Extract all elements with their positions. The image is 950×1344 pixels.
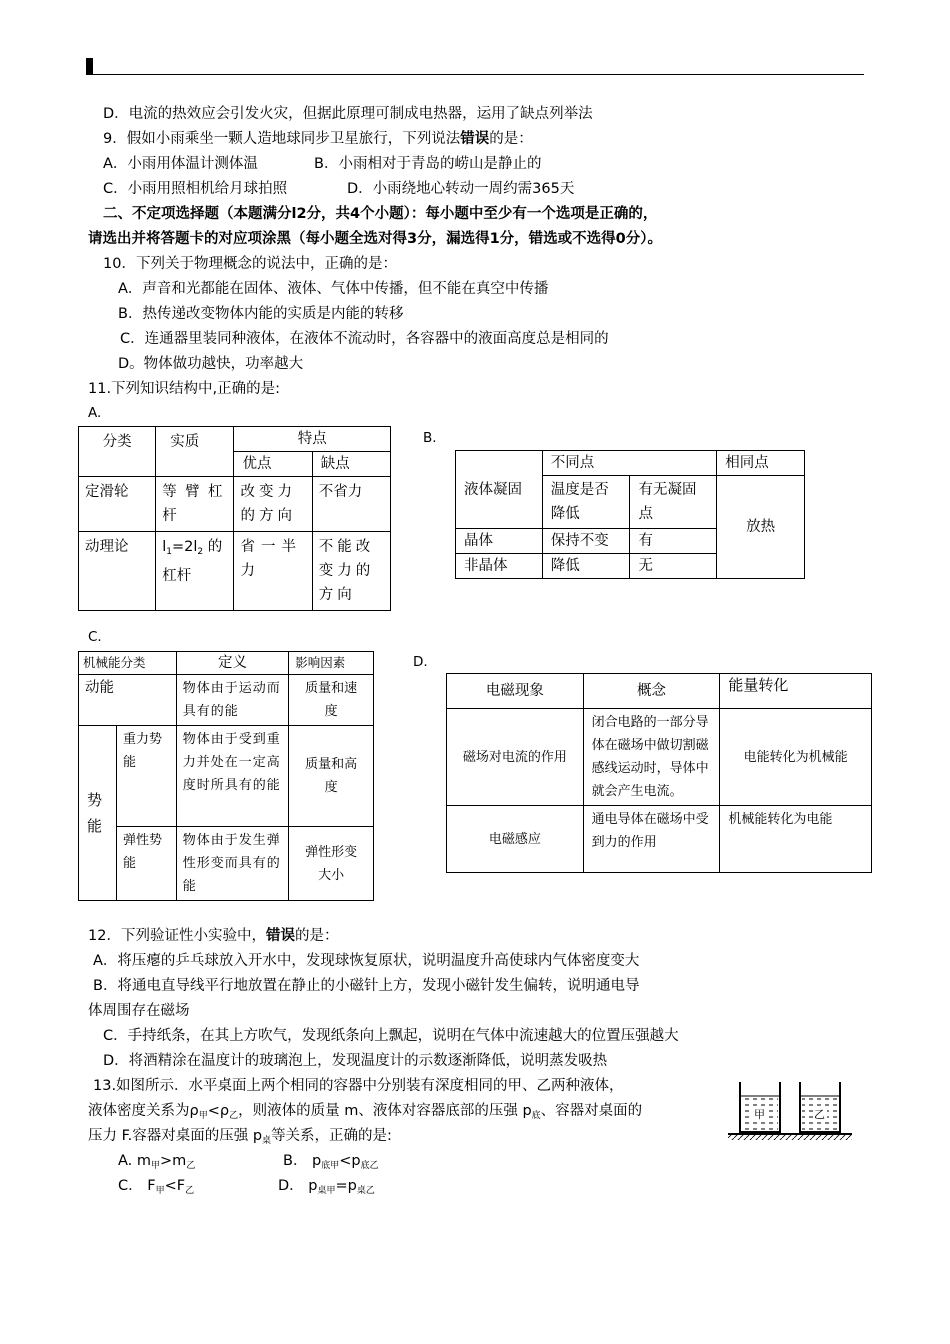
q13-option-a: A. $m_甲>m_乙$ bbox=[118, 1153, 196, 1171]
table-b-row1-c2: 有 bbox=[630, 529, 717, 554]
table-d-row1-phen: 磁场对电流的作用 bbox=[447, 709, 584, 806]
table-c-elastic-factor: 弹性形变大小 bbox=[289, 827, 374, 901]
table-c-header-def: 定义 bbox=[176, 652, 289, 675]
table-b-row2-label: 非晶体 bbox=[456, 554, 543, 579]
q9-option-d: D．小雨绕地心转动一周约需365天 bbox=[347, 181, 575, 197]
header-marker bbox=[86, 58, 93, 74]
table-a-row2-dis: 不能改变力的方向 bbox=[312, 532, 390, 611]
table-b-row0-c1: 温度是否降低 bbox=[542, 476, 630, 529]
table-b-row2-c1: 降低 bbox=[542, 554, 630, 579]
q10-option-b: B．热传递改变物体内能的实质是内能的转移 bbox=[118, 306, 404, 322]
q9-option-c: C．小雨用照相机给月球拍照 bbox=[103, 181, 288, 197]
q12-option-d: D．将酒精涂在温度计的玻璃泡上，发现温度计的示数逐渐降低，说明蒸发吸热 bbox=[103, 1053, 608, 1069]
table-d-row1-concept: 闭合电路的一部分导体在磁场中做切割磁感线运动时，导体中就会产生电流。 bbox=[583, 709, 720, 806]
q13-containers-figure bbox=[728, 1078, 856, 1142]
table-c-header-factor: 影响因素 bbox=[289, 652, 374, 675]
table-c-grav-factor: 质量和高度 bbox=[289, 726, 374, 827]
table-d-header-phen: 电磁现象 bbox=[447, 674, 584, 709]
table-b-row0-c2: 有无凝固点 bbox=[630, 476, 717, 529]
table-d-row1-energy: 电能转化为机械能 bbox=[720, 709, 872, 806]
q13-option-b: B． $p_{底甲}<p_{底乙}$ bbox=[283, 1153, 379, 1171]
q13-option-d: D． $p_{桌甲}=p_{桌乙}$ bbox=[278, 1178, 375, 1196]
q11-table-a bbox=[78, 426, 391, 611]
table-c-elastic-def: 物体由于发生弹性形变而具有的能 bbox=[176, 827, 289, 901]
q11-label-b: B. bbox=[423, 430, 437, 446]
section2-heading-line2: 请选出并将答题卡的对应项涂黑（每小题全选对得3分，漏选得1分，错选或不选得0分）。 bbox=[88, 231, 663, 247]
q12-stem: 12．下列验证性小实验中，错误的是： bbox=[88, 928, 339, 944]
header-rule bbox=[86, 74, 864, 75]
table-b-row2-c2: 无 bbox=[630, 554, 717, 579]
q10-option-c: C．连通器里装同种液体，在液体不流动时，各容器中的液面高度总是相同的 bbox=[120, 331, 609, 347]
q9-option-b: B．小雨相对于青岛的崂山是静止的 bbox=[314, 156, 542, 172]
table-d-row2-phen: 电磁感应 bbox=[447, 806, 584, 873]
section2-heading-line1: 二、不定项选择题（本题满分l2分，共4个小题）：每小题中至少有一个选项是正确的， bbox=[103, 206, 658, 222]
q11-table-b bbox=[455, 450, 805, 579]
label-jia: 甲 bbox=[754, 1108, 765, 1121]
q10-option-d: D。物体做功越快，功率越大 bbox=[118, 356, 304, 372]
q12-option-c: C．手持纸条，在其上方吹气，发现纸条向上飘起，说明在气体中流速越大的位置压强越大 bbox=[103, 1028, 679, 1044]
table-a-row2-class: 动理论 bbox=[79, 532, 156, 611]
table-b-corner bbox=[456, 451, 543, 476]
table-a-header-feature: 特点 bbox=[234, 427, 391, 452]
table-c-grav: 重力势能 bbox=[116, 726, 176, 827]
q12-option-a: A．将压瘪的乒乓球放入开水中，发现球恢复原状，说明温度升高使球内气体密度变大 bbox=[93, 953, 640, 969]
q13-stem-line3: 压力 F.容器对桌面的压强 $p_桌$等关系，正确的是: bbox=[88, 1128, 392, 1146]
table-b-row1-label: 晶体 bbox=[456, 529, 543, 554]
table-a-row1-essence: 等臂杠杆 bbox=[156, 477, 234, 532]
table-b-row0-label: 液体凝固 bbox=[456, 476, 543, 529]
q10-option-a: A．声音和光都能在固体、液体、气体中传播，但不能在真空中传播 bbox=[118, 281, 549, 297]
q11-label-d: D. bbox=[413, 654, 428, 670]
table-d-row2-concept: 通电导体在磁场中受到力的作用 bbox=[583, 806, 720, 873]
table-c-kinetic-def: 物体由于运动而具有的能 bbox=[176, 675, 289, 726]
table-a-header-essence: 实质 bbox=[156, 427, 234, 477]
table-c-potential: 势能 bbox=[79, 726, 117, 901]
table-b-header-same: 相同点 bbox=[717, 451, 805, 476]
q11-label-a: A. bbox=[88, 405, 102, 421]
q8-option-d: D．电流的热效应会引发火灾，但据此原理可制成电热器，运用了缺点列举法 bbox=[103, 106, 593, 122]
q12-option-b-line2: 体周围存在磁场 bbox=[88, 1003, 190, 1019]
table-hatch bbox=[728, 1135, 852, 1140]
q10-stem: 10．下列关于物理概念的说法中，正确的是： bbox=[103, 256, 397, 272]
table-d-header-concept: 概念 bbox=[583, 674, 720, 709]
q12-option-b-line1: B．将通电直导线平行地放置在静止的小磁针上方，发现小磁针发生偏转，说明通电导 bbox=[93, 978, 640, 994]
table-a-row1-class: 定滑轮 bbox=[79, 477, 156, 532]
table-b-header-diff: 不同点 bbox=[542, 451, 716, 476]
q11-stem: 11.下列知识结构中,正确的是: bbox=[88, 381, 281, 397]
table-a-row1-adv: 改变力的方向 bbox=[234, 477, 312, 532]
table-a-header-class: 分类 bbox=[79, 427, 156, 477]
table-a-header-dis: 缺点 bbox=[312, 452, 390, 477]
table-a-row2-essence: $l_1=2l_2$ 的杠杆 bbox=[156, 532, 234, 611]
table-d-header-energy: 能量转化 bbox=[720, 674, 872, 709]
q13-option-c: C． $F_甲<F_乙$ bbox=[118, 1178, 195, 1196]
table-c-kinetic: 动能 bbox=[79, 675, 177, 726]
table-a-row1-dis: 不省力 bbox=[312, 477, 390, 532]
table-b-row1-c1: 保持不变 bbox=[542, 529, 630, 554]
q9-stem: 9．假如小雨乘坐一颗人造地球同步卫星旅行，下列说法错误的是： bbox=[103, 131, 533, 147]
q11-table-c bbox=[78, 651, 374, 901]
q13-stem-line1: 13.如图所示．水平桌面上两个相同的容器中分别装有深度相同的甲、乙两种液体， bbox=[93, 1078, 624, 1094]
q11-table-d bbox=[446, 673, 872, 873]
table-a-row2-adv: 省一半力 bbox=[234, 532, 312, 611]
table-c-header-class: 机械能分类 bbox=[79, 652, 177, 675]
q9-option-a: A．小雨用体温计测体温 bbox=[103, 156, 258, 172]
q13-stem-line2: 液体密度关系为$\rho_甲<\rho_乙$，则液体的质量 m、液体对容器底部的压强 $p_底$、容器对桌面的 bbox=[88, 1103, 643, 1121]
table-b-same-value: 放热 bbox=[717, 476, 805, 579]
table-c-grav-def: 物体由于受到重力并处在一定高度时所具有的能 bbox=[176, 726, 289, 827]
table-a-header-adv: 优点 bbox=[234, 452, 312, 477]
table-d-row2-energy: 机械能转化为电能 bbox=[720, 806, 872, 873]
q11-label-c: C. bbox=[88, 629, 102, 645]
label-yi: 乙 bbox=[814, 1108, 825, 1121]
table-c-kinetic-factor: 质量和速度 bbox=[289, 675, 374, 726]
table-c-elastic: 弹性势能 bbox=[116, 827, 176, 901]
